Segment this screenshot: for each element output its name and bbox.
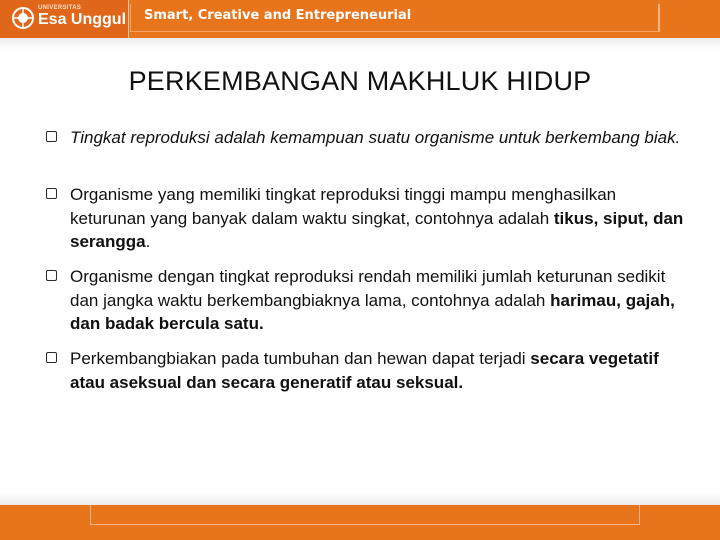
logo-text: Esa Unggul — [38, 11, 127, 28]
footer-frame — [90, 505, 640, 525]
bullet-emphasis: tikus, siput, dan serangga — [70, 208, 684, 251]
footer-shade — [0, 492, 720, 505]
bullet-text: Tingkat reproduksi adalah kemampuan suatu organisme untuk berkembang biak. — [70, 128, 681, 147]
logo-small-text: UNIVERSITAS — [38, 5, 82, 11]
bullet-item-4 — [46, 347, 686, 394]
bullet-text: Organisme dengan tingkat reproduksi rendah memiliki jumlah keturunan sedikit dan jangka waktu berkembangbiaknya lama, contohnya adalah — [70, 267, 666, 310]
bullet-item-2 — [46, 183, 686, 255]
checkbox-bullet-icon — [46, 270, 57, 281]
header-bar — [0, 0, 720, 38]
bullet-emphasis: harimau, gajah, dan badak bercula satu. — [70, 290, 675, 333]
bullet-item-3 — [46, 265, 686, 337]
checkbox-bullet-icon — [46, 131, 57, 142]
slide-title: PERKEMBANGAN MAKHLUK HIDUP — [128, 66, 592, 96]
university-logo — [0, 0, 129, 38]
tagline: Smart, Creative and Entrepreneurial — [144, 8, 412, 23]
bullet-text: Perkembangbiakan pada tumbuhan dan hewan dapat terjadi — [70, 349, 531, 368]
bullet-item-1 — [46, 126, 686, 173]
checkbox-bullet-icon — [46, 352, 57, 363]
bullet-list — [46, 126, 686, 394]
header-shadow — [0, 38, 720, 50]
bullet-text: Organisme yang memiliki tingkat reproduksi tinggi mampu menghasilkan keturunan yang banyak dalam waktu singkat, contohnya adalah — [70, 185, 617, 228]
checkbox-bullet-icon — [46, 188, 57, 199]
logo-emblem-icon — [12, 7, 34, 29]
bullet-emphasis: secara vegetatif atau aseksual dan secara generatif atau seksual. — [70, 349, 659, 392]
bullet-text-end: . — [145, 232, 151, 251]
